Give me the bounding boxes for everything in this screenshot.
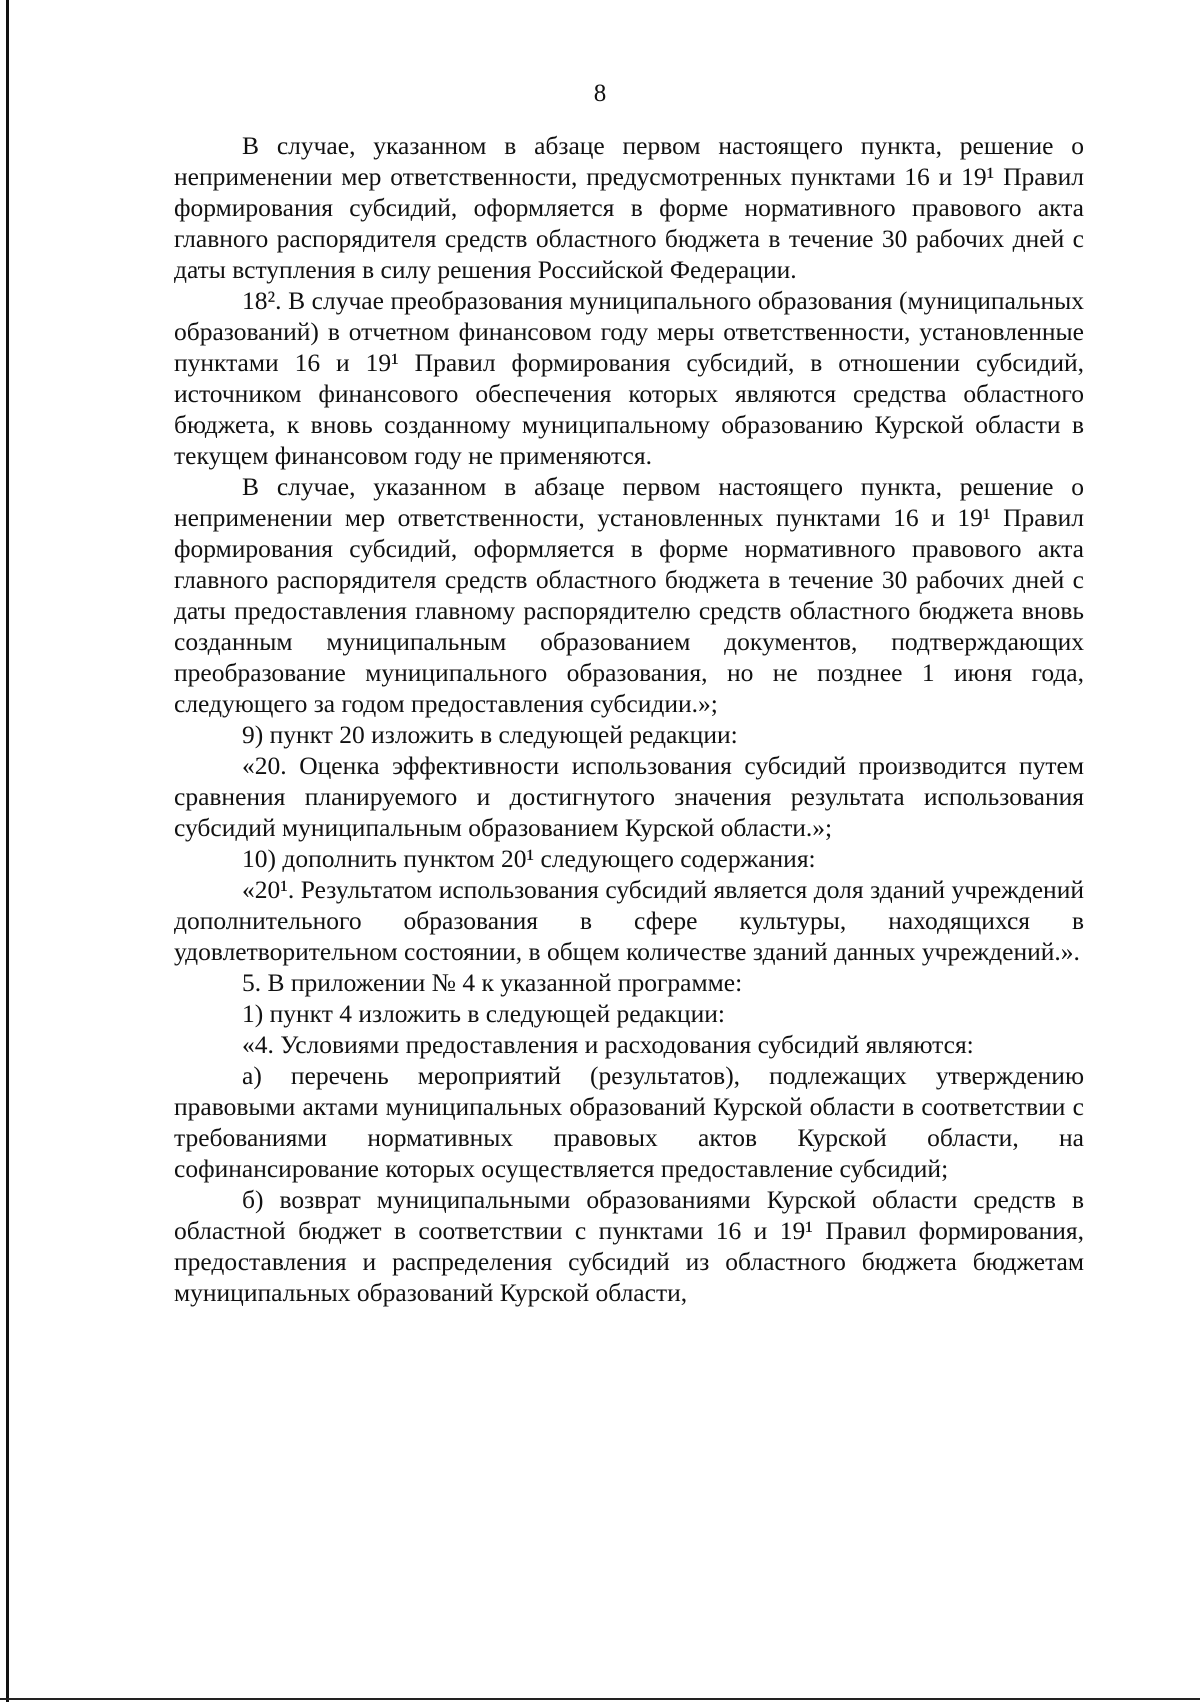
paragraph-5: «20. Оценка эффективности использования субсидий производится путем сравнения планируемого и достигнутого значения результата использования субсидий муниципальным образованием Курской области.»; bbox=[174, 751, 1084, 842]
paragraph-9: 1) пункт 4 изложить в следующей редакции: bbox=[242, 999, 725, 1028]
scan-edge-bottom bbox=[0, 1698, 1200, 1700]
paragraph-3: В случае, указанном в абзаце первом настоящего пункта, решение о неприменении мер ответственности, установленных пунктами 16 и 19¹ Правил формирования субсидий, оформляется в форме нормативного правового акта главного распорядителя средств областного бюджета в течение 30 рабочих дней с даты предоставления главному распорядителю средств областного бюджета вновь созданным муниципальным образованием документов, подтверждающих преобразование муниципального образования, но не позднее 1 июня года, следующего за годом предоставления субсидии.»; bbox=[174, 472, 1084, 718]
paragraph-6: 10) дополнить пунктом 20¹ следующего содержания: bbox=[242, 844, 816, 873]
paragraph-8: 5. В приложении № 4 к указанной программе: bbox=[242, 968, 743, 997]
paragraph-4: 9) пункт 20 изложить в следующей редакции: bbox=[242, 720, 738, 749]
paragraph-11: а) перечень мероприятий (результатов), подлежащих утверждению правовыми актами муниципальных образований Курской области в соответствии с требованиями нормативных правовых актов Курской области, на софинансирование которых осуществляется предоставление субсидий; bbox=[174, 1061, 1084, 1183]
paragraph-1: В случае, указанном в абзаце первом настоящего пункта, решение о неприменении мер ответственности, предусмотренных пунктами 16 и 19¹ Правил формирования субсидий, оформляется в форме нормативного правового акта главного распорядителя средств областного бюджета в течение 30 рабочих дней с даты вступления в силу решения Российской Федерации. bbox=[174, 131, 1084, 284]
document-body bbox=[174, 130, 1084, 1308]
page-number: 8 bbox=[593, 80, 607, 107]
paragraph-10: «4. Условиями предоставления и расходования субсидий являются: bbox=[242, 1030, 974, 1059]
scan-edge-left bbox=[6, 0, 9, 1702]
paragraph-7: «20¹. Результатом использования субсидий является доля зданий учреждений дополнительного образования в сфере культуры, находящихся в удовлетворительном состоянии, в общем количестве зданий данных учреждений.». bbox=[174, 875, 1084, 966]
paragraph-12: б) возврат муниципальными образованиями Курской области средств в областной бюджет в соответствии с пунктами 16 и 19¹ Правил формирования, предоставления и распределения субсидий из областного бюджета бюджетам муниципальных образований Курской области, bbox=[174, 1185, 1084, 1307]
paragraph-2: 18². В случае преобразования муниципального образования (муниципальных образований) в отчетном финансовом году меры ответственности, установленные пунктами 16 и 19¹ Правил формирования субсидий, в отношении субсидий, источником финансового обеспечения которых являются средства областного бюджета, к вновь созданному муниципальному образованию Курской области в текущем финансовом году не применяются. bbox=[174, 286, 1084, 470]
